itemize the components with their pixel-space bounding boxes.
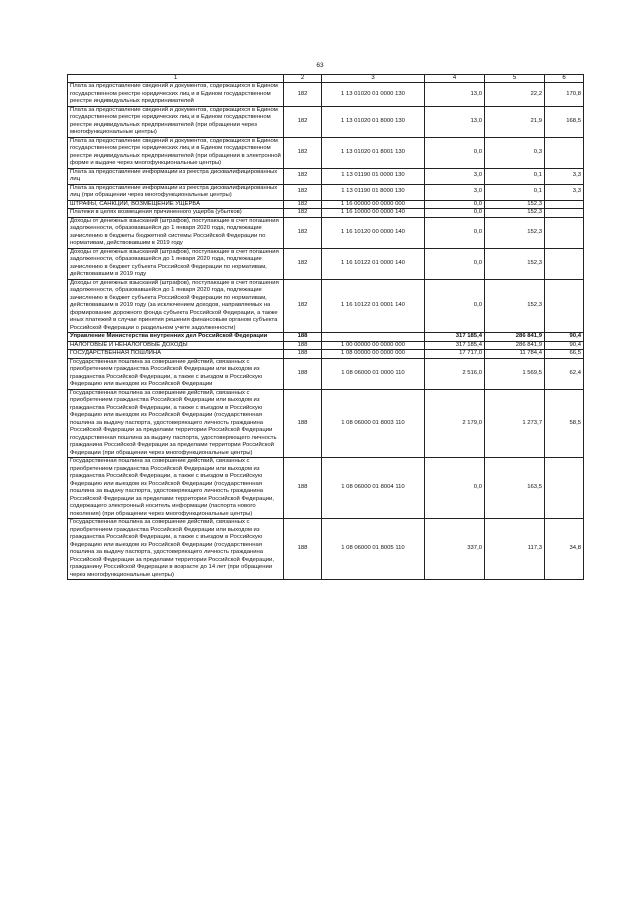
row-percent: 3,3 [545,184,584,200]
row-actual-amount: 21,9 [485,106,545,137]
row-admin-code: 188 [284,333,322,342]
row-percent: 170,8 [545,83,584,107]
row-planned-amount: 13,0 [425,83,485,107]
row-actual-amount: 152,3 [485,279,545,333]
page-number: 63 [316,62,324,69]
row-actual-amount: 286 841,9 [485,333,545,342]
row-budget-code: 1 16 10122 01 0001 140 [322,279,425,333]
row-percent: 34,8 [545,519,584,580]
row-budget-code [322,333,425,342]
row-budget-code: 1 13 01020 01 8001 130 [322,137,425,168]
row-admin-code: 188 [284,519,322,580]
row-actual-amount: 1 273,7 [485,389,545,458]
column-number: 2 [284,75,322,83]
column-number-row [68,75,584,83]
row-planned-amount: 0,0 [425,217,485,248]
column-number: 4 [425,75,485,83]
row-actual-amount: 117,3 [485,519,545,580]
table-row [68,217,584,248]
row-percent [545,200,584,209]
row-budget-code: 1 13 01020 01 0000 130 [322,83,425,107]
row-budget-code: 1 13 01190 01 8000 130 [322,184,425,200]
row-percent: 62,4 [545,358,584,389]
row-admin-code: 182 [284,217,322,248]
table-row [68,137,584,168]
row-actual-amount: 152,3 [485,209,545,218]
row-actual-amount: 11 784,4 [485,350,545,359]
row-description: ГОСУДАРСТВЕННАЯ ПОШЛИНА [68,350,284,359]
row-actual-amount: 163,5 [485,458,545,519]
row-percent [545,248,584,279]
row-budget-code: 1 08 06000 01 8003 110 [322,389,425,458]
table-row [68,168,584,184]
row-description: Доходы от денежных взысканий (штрафов), поступающие в счет погашения задолженности, образовавшейся до 1 января 2020 года, подлежащие зачислению в бюджет субъекта Российской Федерации по нормативам, действовавшим в 2019 году [68,248,284,279]
row-planned-amount: 3,0 [425,184,485,200]
row-percent: 168,5 [545,106,584,137]
row-planned-amount: 0,0 [425,200,485,209]
row-budget-code: 1 16 00000 00 0000 000 [322,200,425,209]
row-planned-amount: 317 185,4 [425,333,485,342]
row-budget-code: 1 13 01190 01 0000 130 [322,168,425,184]
row-actual-amount: 286 841,9 [485,341,545,350]
row-actual-amount: 152,3 [485,200,545,209]
table-row [68,106,584,137]
row-actual-amount: 152,3 [485,248,545,279]
row-percent [545,458,584,519]
table-row [68,209,584,218]
table-row [68,248,584,279]
row-admin-code: 188 [284,458,322,519]
row-description: Платежи в целях возмещения причиненного ущерба (убытков) [68,209,284,218]
row-admin-code: 182 [284,279,322,333]
row-budget-code: 1 08 06000 01 8005 110 [322,519,425,580]
row-description: ШТРАФЫ, САНКЦИИ, ВОЗМЕЩЕНИЕ УЩЕРБА [68,200,284,209]
row-admin-code: 188 [284,341,322,350]
row-planned-amount: 17 717,0 [425,350,485,359]
row-description: Плата за предоставление информации из реестра дисквалифицированных лиц (при обращении через многофункциональные центры) [68,184,284,200]
row-actual-amount: 22,2 [485,83,545,107]
row-description: Плата за предоставление сведений и документов, содержащихся в Едином государственном реестре юридических лиц и в Едином государственном реестре индивидуальных предпринимателей [68,83,284,107]
row-planned-amount: 337,0 [425,519,485,580]
table-row [68,83,584,107]
row-actual-amount: 0,3 [485,137,545,168]
row-description: Плата за предоставление сведений и документов, содержащихся в Едином государственном реестре юридических лиц и в Едином государственном реестре индивидуальных предпринимателей (при обращении через многофункциональные центры) [68,106,284,137]
row-actual-amount: 1 569,5 [485,358,545,389]
row-description: Доходы от денежных взысканий (штрафов), поступающие в счет погашения задолженности, образовавшейся до 1 января 2020 года, подлежащие зачислению в бюджет субъекта Российской Федерации по нормативам, действовавшим в 2019 году (за исключением доходов, направляемых на формирование дорожного фонда субъекта Российской Федерации, а также иных платежей в случае принятия решения финансовым органом субъекта Российской Федерации о раздельном учете задолженности) [68,279,284,333]
row-description: Управление Министерства внутренних дел Российской Федерации [68,333,284,342]
row-admin-code: 188 [284,389,322,458]
row-description: Государственная пошлина за совершение действий, связанных с приобретением гражданства Российской Федерации или выходом из гражданства Российской Федерации, а также с въездом в Российскую Федерацию или выездом из Российской Федерации (государственная пошлина за выдачу паспорта, удостоверяющего личность гражданина Российской Федерации за пределами территории Российской Федерации государственная пошлина за выдачу паспорта, удостоверяющего личность гражданина Российской Федерации за пределами территории Российской Федерации (при обращении через многофункциональные центры) [68,389,284,458]
table-row [68,333,584,342]
row-admin-code: 182 [284,168,322,184]
row-description: Доходы от денежных взысканий (штрафов), поступающие в счет погашения задолженности, образовавшейся до 1 января 2020 года, подлежащие зачислению в бюджеты бюджетной системы Российской Федерации по нормативам, действовавшим в 2019 году [68,217,284,248]
row-actual-amount: 0,1 [485,168,545,184]
row-percent: 3,3 [545,168,584,184]
row-description: Плата за предоставление сведений и документов, содержащихся в Едином государственном реестре юридических лиц и в Едином государственном реестре индивидуальных предпринимателей (при обращении в электронной форме и выдаче через многофункциональные центры) [68,137,284,168]
row-actual-amount: 152,3 [485,217,545,248]
column-number: 1 [68,75,284,83]
row-actual-amount: 0,1 [485,184,545,200]
column-number: 6 [545,75,584,83]
row-description: НАЛОГОВЫЕ И НЕНАЛОГОВЫЕ ДОХОДЫ [68,341,284,350]
row-percent [545,217,584,248]
revenue-report-table [67,74,584,580]
row-admin-code: 182 [284,184,322,200]
row-percent: 66,5 [545,350,584,359]
table-row [68,519,584,580]
row-planned-amount: 0,0 [425,137,485,168]
row-planned-amount: 3,0 [425,168,485,184]
row-percent: 90,4 [545,341,584,350]
row-budget-code: 1 16 10122 01 0000 140 [322,248,425,279]
row-planned-amount: 2 179,0 [425,389,485,458]
row-planned-amount: 2 516,0 [425,358,485,389]
table-row [68,389,584,458]
row-budget-code: 1 00 00000 00 0000 000 [322,341,425,350]
row-planned-amount: 0,0 [425,279,485,333]
row-admin-code: 182 [284,83,322,107]
row-admin-code: 188 [284,358,322,389]
row-budget-code: 1 08 00000 00 0000 000 [322,350,425,359]
table-row [68,200,584,209]
row-description: Плата за предоставление информации из реестра дисквалифицированных лиц [68,168,284,184]
row-description: Государственная пошлина за совершение действий, связанных с приобретением гражданства Российской Федерации или выходом из гражданства Российской Федерации, а также с въездом в Российскую Федерацию или выездом из Российской Федерации [68,358,284,389]
row-percent: 90,4 [545,333,584,342]
row-budget-code: 1 08 06000 01 0000 110 [322,358,425,389]
row-percent [545,279,584,333]
row-admin-code: 182 [284,137,322,168]
row-budget-code: 1 16 10120 00 0000 140 [322,217,425,248]
row-planned-amount: 0,0 [425,248,485,279]
table-row [68,279,584,333]
row-budget-code: 1 13 01020 01 8000 130 [322,106,425,137]
row-admin-code: 182 [284,106,322,137]
column-number: 3 [322,75,425,83]
row-budget-code: 1 16 10000 00 0000 140 [322,209,425,218]
column-number: 5 [485,75,545,83]
table-row [68,358,584,389]
row-percent [545,137,584,168]
row-planned-amount: 13,0 [425,106,485,137]
row-description: Государственная пошлина за совершение действий, связанных с приобретением гражданства Российской Федерации или выходом из гражданства Российской Федерации, а также с въездом в Российскую Федерацию или выездом из Российской Федерации (государственная пошлина за выдачу паспорта, удостоверяющего личность гражданина Российской Федерации за пределами территории Российской Федерации, содержащего электронный носитель информации (паспорта нового поколения) (при обращении через многофункциональные центры) [68,458,284,519]
row-admin-code: 188 [284,350,322,359]
row-description: Государственная пошлина за совершение действий, связанных с приобретением гражданства Российской Федерации или выходом из гражданства Российской Федерации, а также с въездом в Российскую Федерацию или выездом из Российской Федерации (государственная пошлина за выдачу паспорта, удостоверяющего личность гражданина Российской Федерации за пределами территории Российской Федерации, гражданину Российской Федерации в возрасте до 14 лет (при обращении через многофункциональные центры) [68,519,284,580]
row-planned-amount: 0,0 [425,209,485,218]
table-row [68,350,584,359]
table-row [68,341,584,350]
row-admin-code: 182 [284,248,322,279]
row-admin-code: 182 [284,200,322,209]
row-planned-amount: 0,0 [425,458,485,519]
row-budget-code: 1 08 06000 01 8004 110 [322,458,425,519]
row-planned-amount: 317 185,4 [425,341,485,350]
row-admin-code: 182 [284,209,322,218]
row-percent [545,209,584,218]
table-row [68,184,584,200]
table-row [68,458,584,519]
row-percent: 58,5 [545,389,584,458]
